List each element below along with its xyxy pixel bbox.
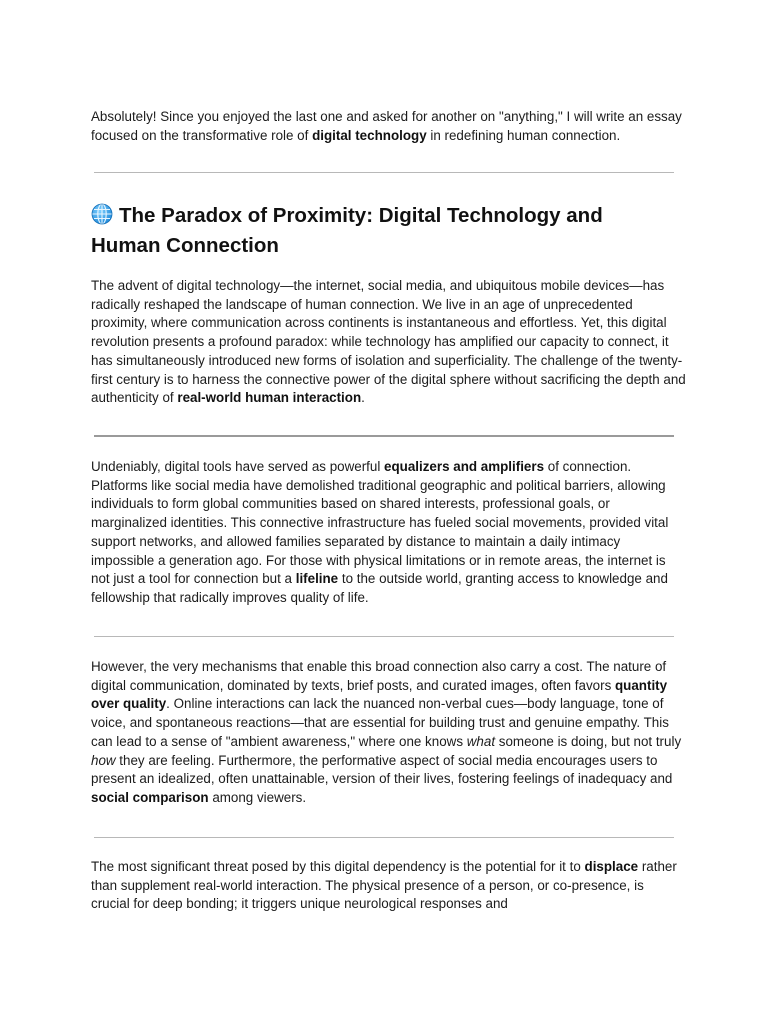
para2-text: Undeniably, digital tools have served as powerful [91,459,385,474]
para3-italic-2: how [91,752,116,768]
para4-bold: displace [584,859,639,874]
para1-bold: real-world human interaction [177,390,362,406]
essay-title [91,201,686,261]
para4-text: The most significant threat posed by this digital dependency is the potential for it to [91,859,585,874]
divider-4 [94,837,674,838]
para1-text-end: . [361,390,365,406]
para3-text: However, the very mechanisms that enable this broad connection also carry a cost. The nature of digital communication, dominated by texts, brief posts, and curated images, often favors [91,659,667,693]
para3-text-2: . Online interactions can lack the nuanced non-verbal cues—body language, tone of voice, and spontaneous reactions—that are essential for building trust and genuine empathy. This can lead to a sense of "ambient awareness," where one knows [91,696,669,749]
title-line-1: The Paradox of Proximity: Digital Technology and [119,204,603,227]
para3-text-end: among viewers. [208,789,307,805]
para1-text: The advent of digital technology—the internet, social media, and ubiquitous mobile devices—has radically reshaped the landscape of human connection. We live in an age of unprecedented proximity, where communication across continents is instantaneous and effortless. Yet, this digital revolution presents a profound paradox: while technology has amplified our capacity to connect, it has simultaneously introduced new forms of isolation and superficiality. The challenge of the twenty-first century is to harness the connective power of the digital sphere without sacrificing the depth and authenticity of [91,278,686,406]
paragraph-4 [91,858,686,914]
globe-icon [91,203,113,225]
divider-3 [94,636,674,637]
intro-paragraph [91,108,686,145]
para3-bold-2: social comparison [91,789,209,805]
para3-text-4: they are feeling. Furthermore, the performative aspect of social media encourages users to present an idealized, often unattainable, version of their lives, fostering feelings of inadequacy and [91,752,673,787]
intro-bold: digital technology [312,127,427,143]
para4-text-end: rather than supplement real-world interaction. The physical presence of a person, or co-presence, is crucial for deep bonding; it triggers unique neurological responses and [91,859,677,912]
para3-bold-1: quantity over quality [91,677,668,712]
para3-text-3: someone is doing, but not truly [495,733,682,749]
intro-text-end: in redefining human connection. [426,127,621,143]
para3-italic-1: what [466,733,496,749]
para2-text-mid: of connection. Platforms like social media have demolished traditional geographic and political barriers, allowing individuals to form global communities based on shared interests, professional goals, or marginalized identities. This connective infrastructure has fueled social movements, provided vital support networks, and allowed families separated by distance to maintain a daily intimacy impossible a generation ago. For those with physical limitations or in remote areas, the internet is not just a tool for connection but a [91,459,669,587]
intro-text: Absolutely! Since you enjoyed the last one and asked for another on "anything," I will write an essay focused on the transformative role of [91,109,682,143]
para2-bold-2: lifeline [295,571,339,587]
title-line-2: Human Connection [91,234,279,257]
paragraph-2 [91,458,686,608]
divider-2 [94,435,674,437]
para2-bold-1: equalizers and amplifiers [384,459,545,474]
paragraph-1 [91,277,686,408]
para2-text-end: to the outside world, granting access to knowledge and fellowship that radically improves quality of life. [91,571,668,605]
paragraph-3 [91,658,686,808]
divider-1 [94,172,674,173]
